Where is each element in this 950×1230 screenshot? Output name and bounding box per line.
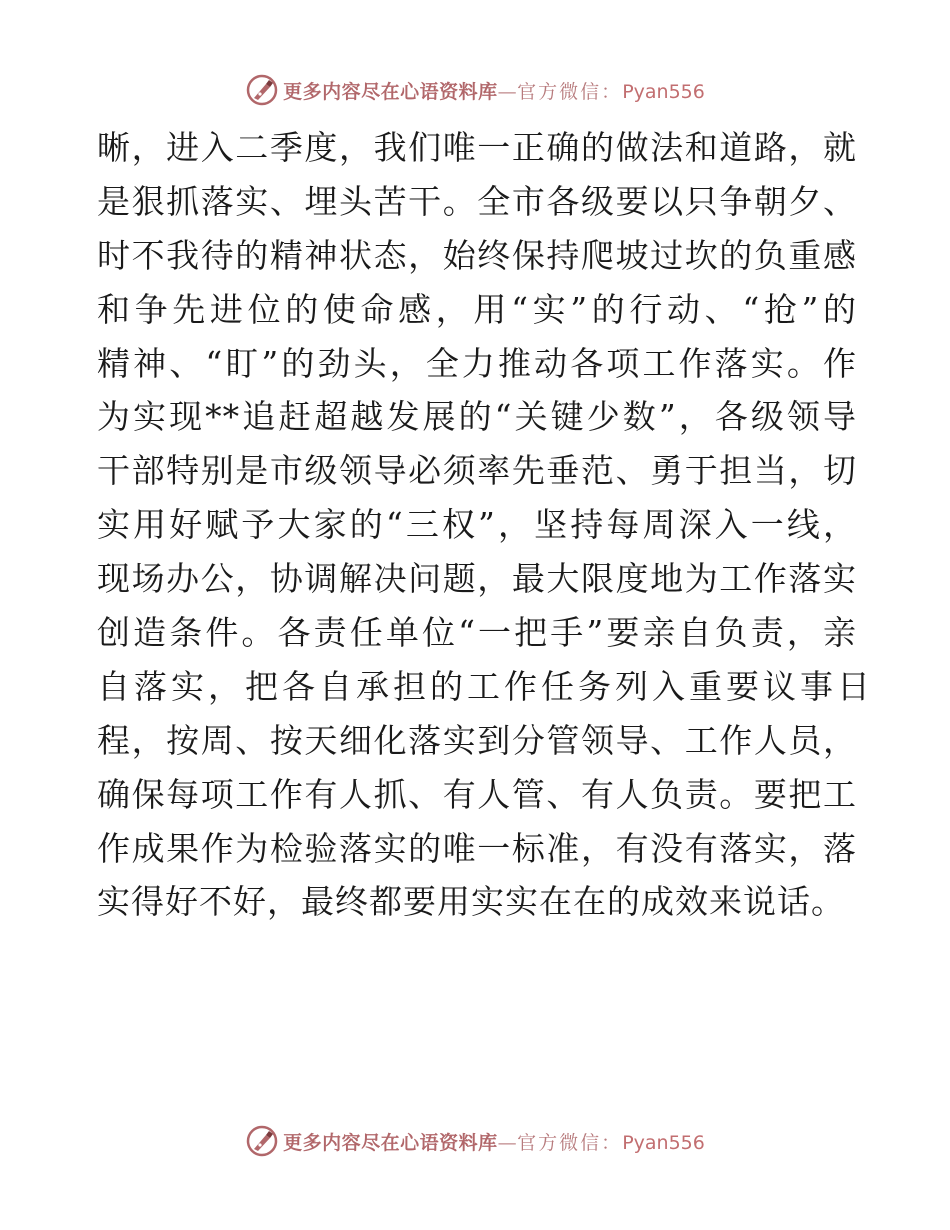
watermark-text <box>283 1128 705 1155</box>
body-paragraph <box>97 121 874 929</box>
text-line: 干部特别是市级领导必须率先垂范、勇于担当，切 <box>97 451 857 491</box>
text-line: 创造条件。各责任单位“一把手”要亲自负责，亲 <box>97 613 857 653</box>
watermark-separator: — <box>497 80 518 103</box>
text-line: 确保每项工作有人抓、有人管、有人负责。要把工 <box>97 774 857 814</box>
text-line: 实得好不好，最终都要用实实在在的成效来说话。 <box>97 882 845 922</box>
text-line: 晰，进入二季度，我们唯一正确的做法和道路，就 <box>97 128 857 167</box>
watermark-label: 官方微信： <box>517 1131 623 1154</box>
text-line: 为实现**追赶超越发展的“关键少数”，各级领导 <box>97 397 857 437</box>
text-line: 是狠抓落实、埋头苦干。全市各级要以只争朝夕、 <box>97 181 857 221</box>
watermark-text <box>283 77 705 104</box>
text-line: 现场办公，协调解决问题，最大限度地为工作落实 <box>97 559 857 599</box>
pen-nib-logo-icon <box>245 73 279 107</box>
watermark-account: Pyan556 <box>622 80 705 103</box>
watermark-account: Pyan556 <box>622 1131 705 1154</box>
watermark-separator: — <box>497 1131 518 1154</box>
footer-watermark <box>0 1121 950 1161</box>
text-line: 作成果作为检验落实的唯一标准，有没有落实，落 <box>97 828 857 868</box>
text-line: 程，按周、按天细化落实到分管领导、工作人员， <box>97 720 857 760</box>
text-line: 自落实，把各自承担的工作任务列入重要议事日 <box>97 666 874 706</box>
pen-nib-logo-icon <box>245 1124 279 1158</box>
watermark-site: 更多内容尽在心语资料库 <box>283 1131 498 1154</box>
text-line: 和争先进位的使命感，用“实”的行动、“抢”的 <box>97 289 857 329</box>
text-line: 实用好赋予大家的“三权”，坚持每周深入一线， <box>97 505 857 545</box>
header-watermark <box>0 70 950 110</box>
text-line: 精神、“盯”的劲头，全力推动各项工作落实。作 <box>97 343 857 383</box>
watermark-label: 官方微信： <box>517 80 623 103</box>
watermark-site: 更多内容尽在心语资料库 <box>283 80 498 103</box>
text-line: 时不我待的精神状态，始终保持爬坡过坎的负重感 <box>97 235 857 275</box>
